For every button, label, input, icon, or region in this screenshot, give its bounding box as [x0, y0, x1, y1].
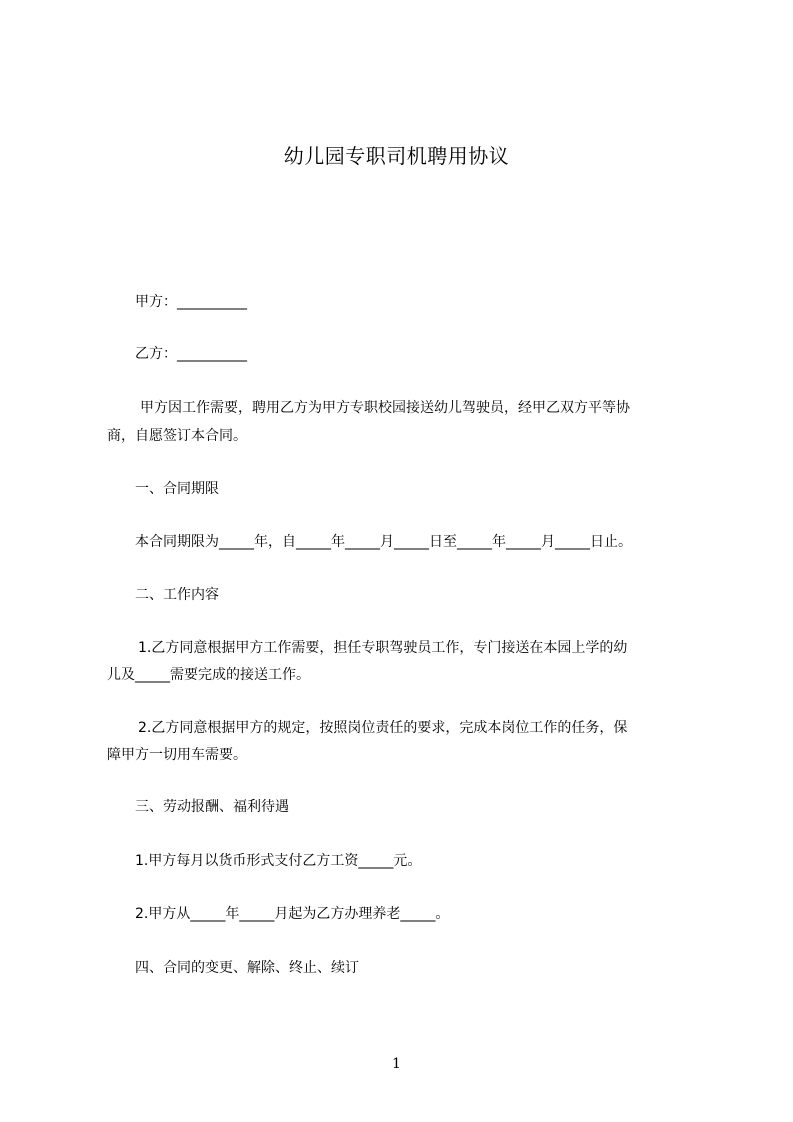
intro-line-2: 商，自愿签订本合同。: [107, 428, 247, 444]
section-2-heading: 二、工作内容: [135, 587, 219, 603]
document-title: 幼儿园专职司机聘用协议: [283, 144, 510, 168]
section-2-item-2-line-2: 障甲方一切用车需要。: [107, 747, 247, 763]
section-1-heading: 一、合同期限: [135, 481, 219, 497]
intro-line-1: 甲方因工作需要，聘用乙方为甲方专职校园接送幼儿驾驶员，经甲乙双方平等协: [140, 400, 630, 416]
section-3-item-1: 1.甲方每月以货币形式支付乙方工资_____元。: [135, 853, 422, 869]
section-2-item-2-line-1: 2.乙方同意根据甲方的规定，按照岗位责任的要求，完成本岗位工作的任务，保: [138, 720, 628, 736]
section-4-heading: 四、合同的变更、解除、终止、续订: [135, 960, 359, 976]
section-3-item-2: 2.甲方从_____年_____月起为乙方办理养老_____。: [135, 906, 450, 922]
section-2-item-1-line-2: 儿及_____需要完成的接送工作。: [107, 667, 310, 683]
section-1-text: 本合同期限为_____年，自_____年_____月_____日至_____年_____月_____日止。: [135, 534, 632, 550]
party-b-line: 乙方：__________: [135, 346, 247, 362]
section-3-heading: 三、劳动报酬、福利待遇: [135, 799, 289, 815]
section-2-item-1-line-1: 1.乙方同意根据甲方工作需要，担任专职驾驶员工作，专门接送在本园上学的幼: [138, 640, 628, 656]
party-a-line: 甲方：__________: [135, 294, 247, 310]
page-number: 1: [392, 1056, 401, 1072]
